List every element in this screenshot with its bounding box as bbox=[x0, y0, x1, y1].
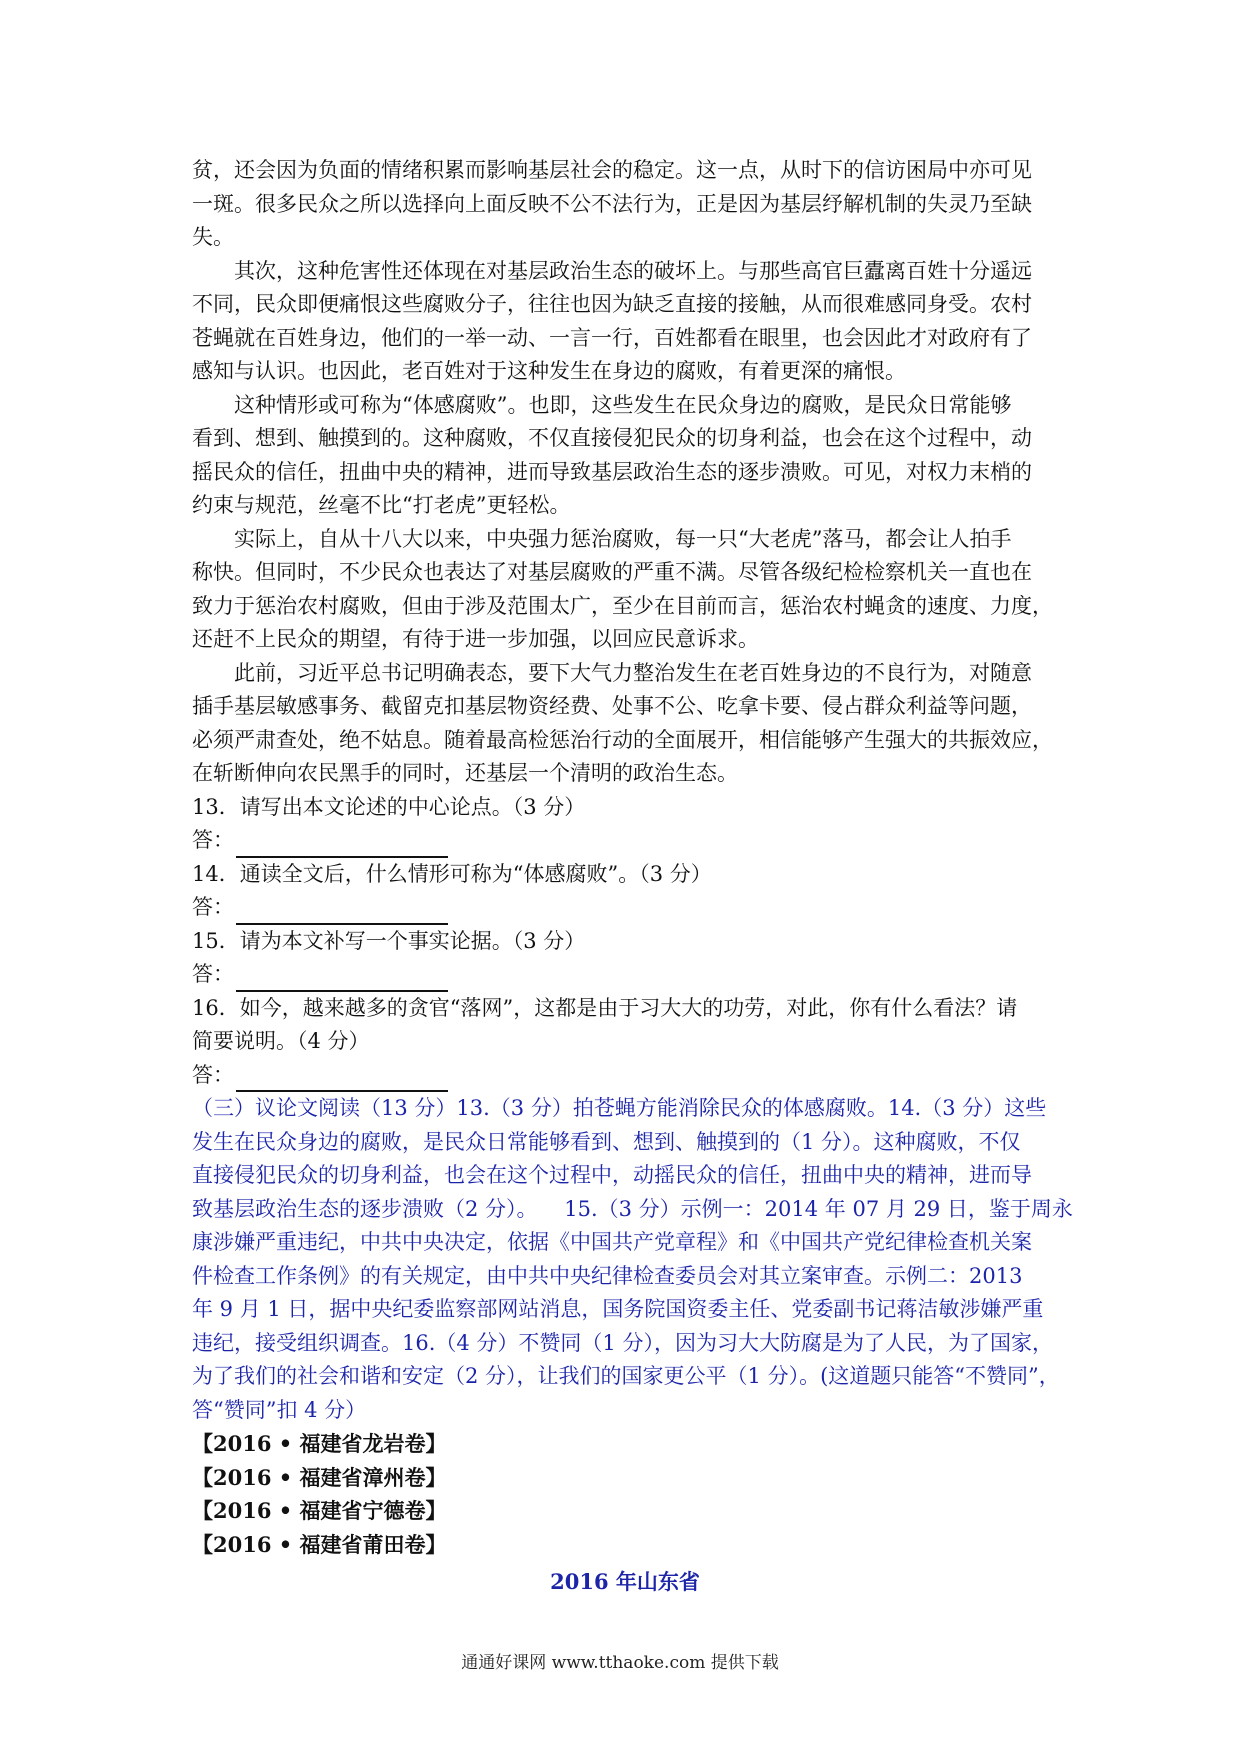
answer-row bbox=[192, 958, 1058, 992]
answer-blank-line[interactable] bbox=[236, 901, 448, 925]
question-text: 14．通读全文后，什么情形可称为“体感腐败”。（3 分） bbox=[192, 861, 712, 886]
page-footer: 通通好课网 www.tthaoke.com 提供下载 bbox=[461, 1653, 779, 1673]
answer-blank-line[interactable] bbox=[236, 1068, 448, 1092]
questions bbox=[192, 791, 1058, 1093]
passage-line: 致力于惩治农村腐败，但由于涉及范围太广，至少在目前而言，惩治农村蝇贪的速度、力度， bbox=[192, 593, 1053, 618]
answer-key-line: 发生在民众身边的腐败，是民众日常能够看到、想到、触摸到的（1 分）。这种腐败，不仅 bbox=[192, 1129, 1021, 1154]
passage-line: 看到、想到、触摸到的。这种腐败，不仅直接侵犯民众的切身利益，也会在这个过程中，动 bbox=[192, 426, 1032, 450]
passage-line: 必须严肃查处，绝不姑息。随着最高检惩治行动的全面展开，相信能够产生强大的共振效应， bbox=[192, 727, 1053, 752]
answer-label: 答： bbox=[192, 962, 234, 986]
passage-line: 实际上，自从十八大以来，中央强力惩治腐败，每一只“大老虎”落马，都会让人拍手 bbox=[234, 526, 1012, 551]
question-text: 简要说明。（4 分） bbox=[192, 1029, 370, 1053]
section-title: 2016 年山东省 bbox=[550, 1569, 700, 1594]
document-content bbox=[192, 154, 1073, 1599]
answer-key-line: 件检查工作条例》的有关规定，由中共中央纪律检查委员会对其立案审查。示例二：2013 bbox=[192, 1263, 1023, 1288]
answer-blank-line[interactable] bbox=[236, 834, 448, 858]
exam-heading: 【2016 • 福建省漳州卷】 bbox=[192, 1464, 447, 1490]
exam-heading: 【2016 • 福建省莆田卷】 bbox=[192, 1531, 447, 1557]
answer-key-line: 康涉嫌严重违纪，中共中央决定，依据《中国共产党章程》和《中国共产党纪律检查机关案 bbox=[192, 1230, 1032, 1254]
answer-key-line: （三）议论文阅读（13 分）13.（3 分）拍苍蝇方能消除民众的体感腐败。14.（3 分）这些 bbox=[192, 1096, 1047, 1120]
passage-line: 一斑。很多民众之所以选择向上面反映不公不法行为，正是因为基层纾解机制的失灵乃至缺 bbox=[192, 191, 1032, 216]
passage-line: 在斩断伸向农民黑手的同时，还基层一个清明的政治生态。 bbox=[192, 761, 738, 785]
exam-headings bbox=[192, 1427, 1058, 1561]
answer-blank-line[interactable] bbox=[236, 968, 448, 992]
question-text: 16．如今，越来越多的贪官“落网”，这都是由于习大大的功劳，对此，你有什么看法？请 bbox=[192, 995, 1018, 1020]
passage-line: 失。 bbox=[192, 225, 234, 249]
exam-heading: 【2016 • 福建省宁德卷】 bbox=[192, 1498, 447, 1523]
answer-key-line: 直接侵犯民众的切身利益，也会在这个过程中，动摇民众的信任，扭曲中央的精神，进而导 bbox=[192, 1163, 1032, 1187]
passage-line: 其次，这种危害性还体现在对基层政治生态的破坏上。与那些高官巨蠹离百姓十分遥远 bbox=[234, 258, 1032, 283]
passage-line: 称快。但同时，不少民众也表达了对基层腐败的严重不满。尽管各级纪检检察机关一直也在 bbox=[192, 560, 1032, 584]
answer-row bbox=[192, 1059, 1058, 1093]
question-text: 15．请为本文补写一个事实论据。（3 分） bbox=[192, 928, 586, 953]
answer-key-line: 致基层政治生态的逐步溃败（2 分）。 15.（3 分）示例一：2014 年 07 月 29 日，鉴于周永 bbox=[192, 1196, 1073, 1221]
passage-line: 摇民众的信任，扭曲中央的精神，进而导致基层政治生态的逐步溃败。可见，对权力末梢的 bbox=[192, 459, 1032, 484]
answer-key-line: 答“赞同”扣 4 分） bbox=[192, 1397, 367, 1422]
passage-line: 此前，习近平总书记明确表态，要下大气力整治发生在老百姓身边的不良行为，对随意 bbox=[234, 660, 1032, 685]
passage-line: 这种情形或可称为“体感腐败”。也即，这些发生在民众身边的腐败，是民众日常能够 bbox=[234, 392, 1012, 417]
answer-key-line: 年 9 月 1 日，据中央纪委监察部网站消息，国务院国资委主任、党委副书记蒋洁敏涉嫌严重 bbox=[192, 1297, 1044, 1321]
answer-row bbox=[192, 891, 1058, 925]
answer-label: 答： bbox=[192, 1062, 234, 1087]
passage bbox=[192, 154, 1058, 791]
answer-key-line: 违纪，接受组织调查。16.（4 分）不赞同（1 分），因为习大大防腐是为了人民，为了国家， bbox=[192, 1330, 1053, 1355]
exam-heading: 【2016 • 福建省龙岩卷】 bbox=[192, 1431, 447, 1456]
answer-label: 答： bbox=[192, 895, 234, 919]
answer-key bbox=[192, 1092, 1073, 1427]
passage-line: 不同，民众即便痛恨这些腐败分子，往往也因为缺乏直接的接触，从而很难感同身受。农村 bbox=[192, 292, 1032, 316]
passage-line: 感知与认识。也因此，老百姓对于这种发生在身边的腐败，有着更深的痛恨。 bbox=[192, 359, 906, 383]
passage-line: 约束与规范，丝毫不比“打老虎”更轻松。 bbox=[192, 493, 571, 517]
passage-line: 贫，还会因为负面的情绪积累而影响基层社会的稳定。这一点，从时下的信访困局中亦可见 bbox=[192, 158, 1032, 182]
answer-key-line: 为了我们的社会和谐和安定（2 分），让我们的国家更公平（1 分）。(这道题只能答“不赞同”， bbox=[192, 1364, 1060, 1388]
question-text: 13．请写出本文论述的中心论点。（3 分） bbox=[192, 794, 586, 819]
answer-row bbox=[192, 824, 1058, 858]
passage-line: 苍蝇就在百姓身边，他们的一举一动、一言一行，百姓都看在眼里，也会因此才对政府有了 bbox=[192, 325, 1032, 350]
passage-line: 还赶不上民众的期望，有待于进一步加强，以回应民意诉求。 bbox=[192, 627, 759, 651]
passage-line: 插手基层敏感事务、截留克扣基层物资经费、处事不公、吃拿卡要、侵占群众利益等问题， bbox=[192, 694, 1032, 718]
answer-label: 答： bbox=[192, 828, 234, 852]
